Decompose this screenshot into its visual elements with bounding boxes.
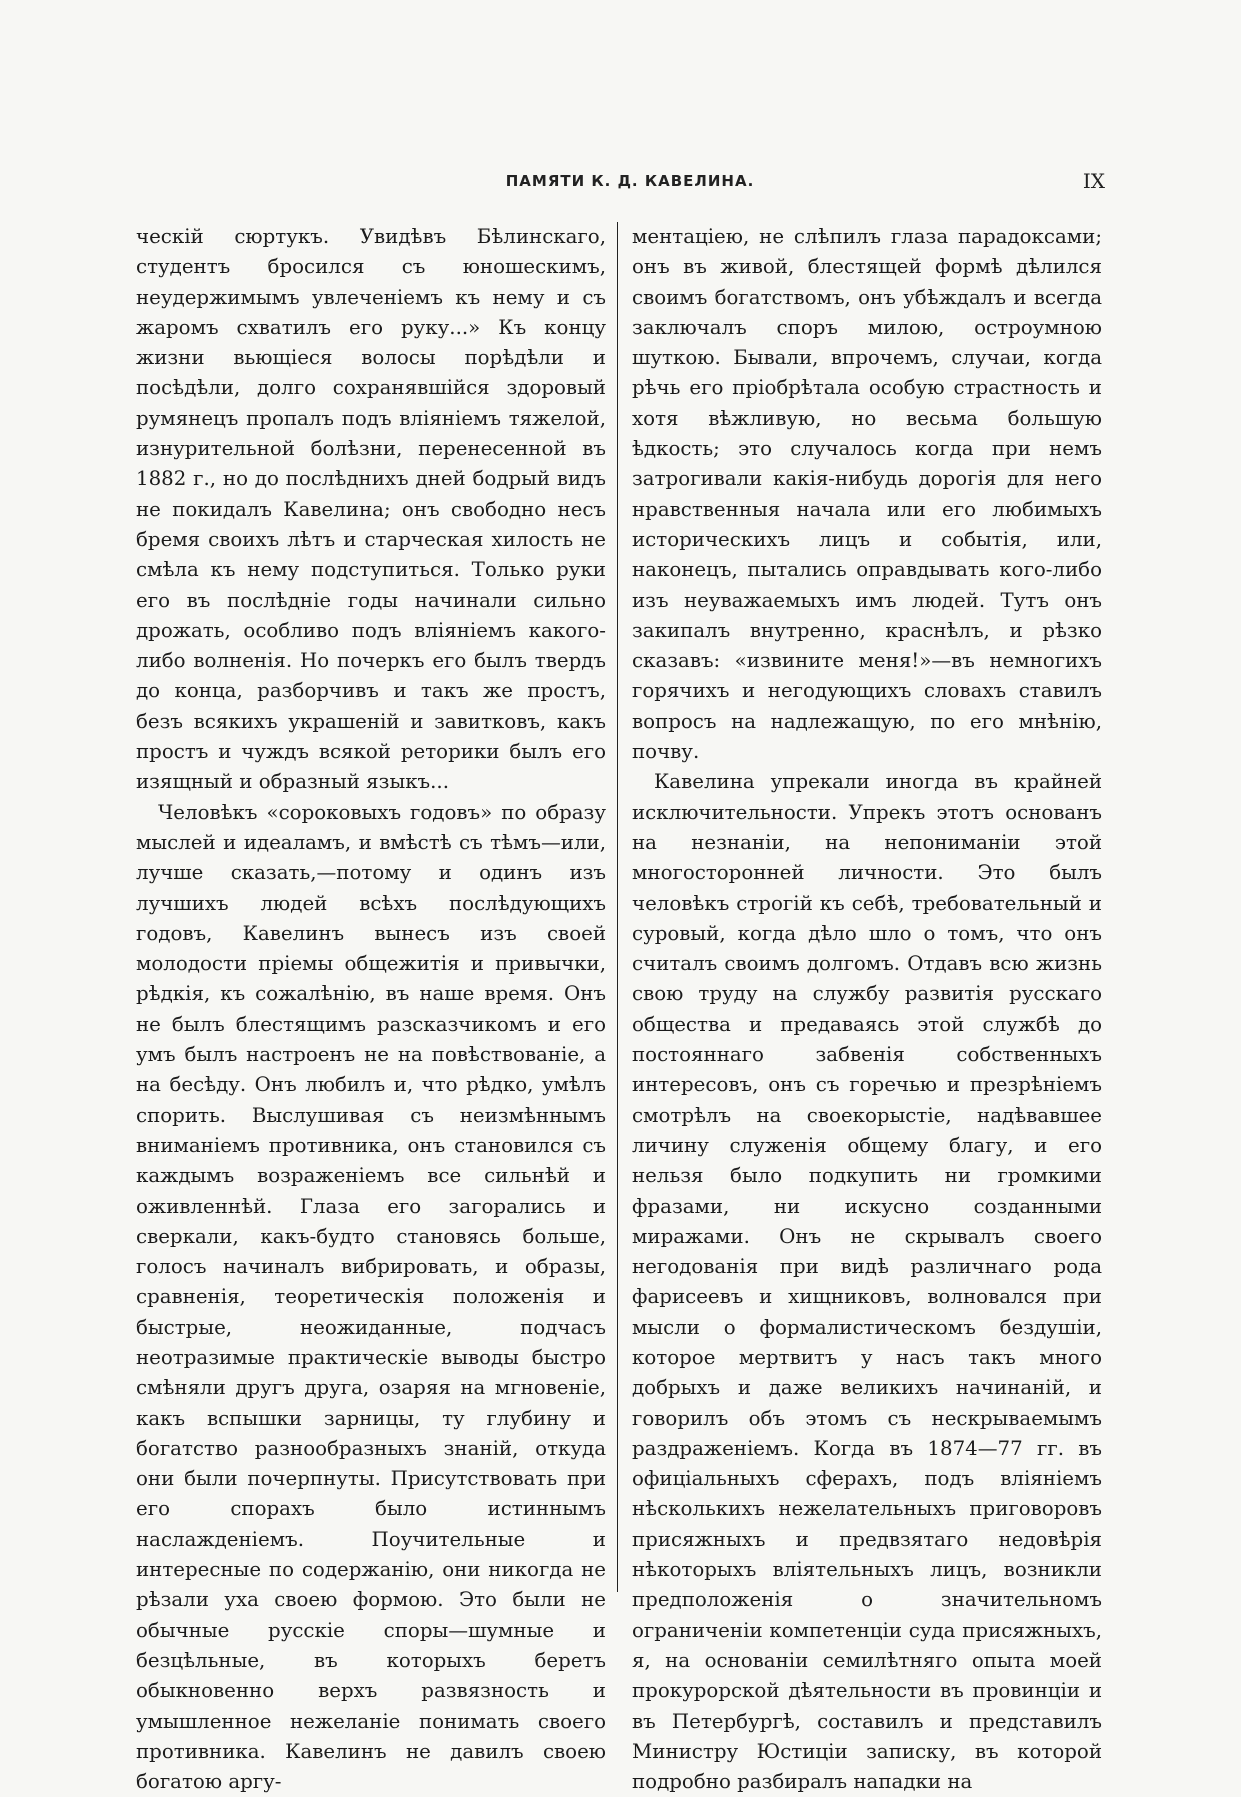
running-title: ПАМЯТИ К. Д. КАВЕЛИНА. xyxy=(505,172,755,190)
left-paragraph-1: ческій сюртукъ. Увидѣвъ Бѣлинскаго, студентъ бросился съ юношескимъ, неудержимымъ увлеченіемъ къ нему и съ жаромъ схватилъ его руку...» Къ концу жизни вьющіеся волосы порѣдѣли и посѣдѣли, долго сохранявшійся здоровый румянецъ пропалъ подъ вліяніемъ тяжелой, изнурительной болѣзни, перенесенной въ 1882 г., но до послѣднихъ дней бодрый видъ не покидалъ Кавелина; онъ свободно несъ бремя своихъ лѣтъ и старческая хилость не смѣла къ нему подступиться. Только руки его въ послѣдніе годы начинали сильно дрожать, особливо подъ вліяніемъ какого-либо волненія. Но почеркъ его былъ твердъ до конца, разборчивъ и такъ же простъ, безъ всякихъ украшеній и завитковъ, какъ простъ и чуждъ всякой реторики былъ его изящный и образный языкъ... xyxy=(136,225,606,794)
right-paragraph-1: ментаціею, не слѣпилъ глаза парадоксами; онъ въ живой, блестящей формѣ дѣлился своимъ богатствомъ, онъ убѣждалъ и всегда заключалъ споръ милою, остроумною шуткою. Бывали, впрочемъ, случаи, когда рѣчь его пріобрѣтала особую страстность и хотя вѣжливую, но весьма большую ѣдкость; это случалось когда при немъ затрогивали какія-нибудь дорогія для него нравственныя начала или его любимыхъ историческихъ лицъ и событія, или, наконецъ, пытались оправдывать кого-либо изъ неуважаемыхъ имъ людей. Тутъ онъ закипалъ внутренно, краснѣлъ, и рѣзко сказавъ: «извините меня!»—въ немногихъ горячихъ и негодующихъ словахъ ставилъ вопросъ на надлежащую, по его мнѣнію, почву. xyxy=(632,225,1102,764)
right-column xyxy=(632,222,1102,1794)
left-column xyxy=(136,222,606,1794)
left-paragraph-2: Человѣкъ «сороковыхъ годовъ» по образу мыслей и идеаламъ, и вмѣстѣ съ тѣмъ—или, лучше сказать,—потому и одинъ изъ лучшихъ людей всѣхъ послѣдующихъ годовъ, Кавелинъ вынесъ изъ своей молодости пріемы общежитія и привычки, рѣдкія, къ сожалѣнію, въ наше время. Онъ не былъ блестящимъ разсказчикомъ и его умъ былъ настроенъ не на повѣствованіе, а на бесѣду. Онъ любилъ и, что рѣдко, умѣлъ спорить. Выслушивая съ неизмѣннымъ вниманіемъ противника, онъ становился съ каждымъ возраженіемъ все сильнѣй и оживленнѣй. Глаза его загорались и сверкали, какъ-будто становясь больше, голосъ начиналъ вибрировать, и образы, сравненія, теоретическія положенія и быстрые, неожиданные, подчасъ неотразимые практическіе выводы быстро смѣняли другъ друга, озаряя на мгновеніе, какъ вспышки зарницы, ту глубину и богатство разнообразныхъ знаній, откуда они были почерпнуты. Присутствовать при его спорахъ было истиннымъ наслажденіемъ. Поучительные и интересные по содержанію, они никогда не рѣзали уха своею формою. Это были не обычные русскіе споры—шумные и безцѣльные, въ которыхъ беретъ обыкновенно верхъ развязность и умышленное нежеланіе понимать своего противника. Кавелинъ не давилъ своею богатою аргу- xyxy=(136,800,606,1794)
column-divider xyxy=(617,222,618,1592)
right-paragraph-2: Кавелина упрекали иногда въ крайней исключительности. Упрекъ этотъ основанъ на незнаніи, на непониманіи этой многосторонней личности. Это былъ человѣкъ строгій къ себѣ, требовательный и суровый, когда дѣло шло о томъ, что онъ считалъ своимъ долгомъ. Отдавъ всю жизнь свою труду на службу развитія русскаго общества и предаваясь этой службѣ до постояннаго забвенія собственныхъ интересовъ, онъ съ горечью и презрѣніемъ смотрѣлъ на своекорыстіе, надѣвавшее личину служенія общему благу, и его нельзя было подкупить ни громкими фразами, ни искусно созданными миражами. Онъ не скрывалъ своего негодованія при видѣ различнаго рода фарисеевъ и хищниковъ, волновался при мысли о формалистическомъ бездушіи, которое мертвитъ у насъ такъ много добрыхъ и даже великихъ начинаній, и говорилъ объ этомъ съ нескрываемымъ раздраженіемъ. Когда въ 1874—77 гг. въ офиціальныхъ сферахъ, подъ вліяніемъ нѣсколькихъ нежелательныхъ приговоровъ присяжныхъ и предвзятаго недовѣрія нѣкоторыхъ вліятельныхъ лицъ, возникли предположенія о значительномъ ограниченіи компетенціи суда присяжныхъ, я, на основаніи семилѣтняго опыта моей прокурорской дѣятельности въ провинціи и въ Петербургѣ, составилъ и представилъ Министру Юстиціи записку, въ которой подробно разбиралъ нападки на xyxy=(632,770,1102,1794)
page-number: IX xyxy=(1082,169,1105,193)
